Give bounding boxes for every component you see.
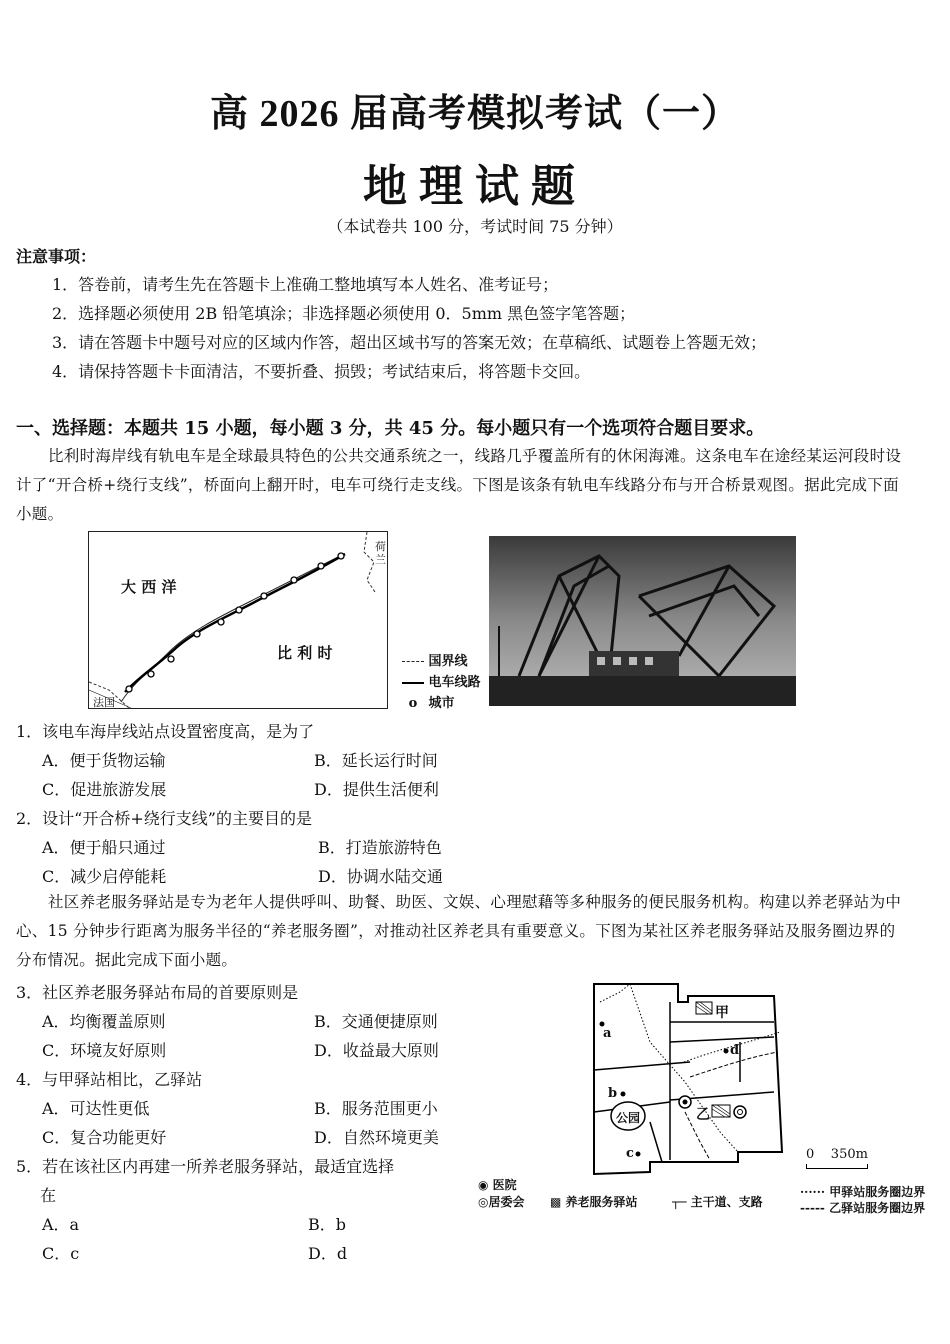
notice-heading: 注意事项： bbox=[16, 247, 97, 266]
legend-station: ▩ 养老服务驿站 bbox=[550, 1195, 638, 1209]
q3-option-a[interactable]: A．均衡覆盖原则 bbox=[42, 1012, 166, 1031]
point-c: c bbox=[626, 1146, 634, 1161]
park-label: 公园 bbox=[616, 1111, 641, 1125]
q3-option-c[interactable]: C．环境友好原则 bbox=[42, 1041, 167, 1060]
station-jia-label: 甲 bbox=[715, 1005, 729, 1021]
q2-option-c[interactable]: C．减少启停能耗 bbox=[42, 867, 167, 886]
question-5-cont: 在 bbox=[40, 1186, 57, 1205]
notice-item: 2．选择题必须使用 2B 铅笔填涂；非选择题必须使用 0．5mm 黑色签字笔答题； bbox=[52, 304, 636, 323]
legend-committee-label: 居委会 bbox=[488, 1195, 525, 1209]
legend-station-label: 养老服务驿站 bbox=[565, 1195, 638, 1209]
map2-scale: 0 350m bbox=[806, 1147, 868, 1162]
q5-option-b[interactable]: B．b bbox=[308, 1215, 347, 1234]
q3-option-b[interactable]: B．交通便捷原则 bbox=[314, 1012, 438, 1031]
passage-2: 社区养老服务驿站是专为老年人提供呼叫、助餐、助医、文娱、心理慰藉等多种服务的便民服务机构。构建以养老驿站为中心、15 分钟步行距离为服务半径的“养老服务圈”，对推动社区养老具有重要意义。下图为某社区养老服务驿站及服务圈边界的分布情况。据此完成下面小题。 bbox=[16, 893, 902, 969]
exam-note: （本试卷共 100 分，考试时间 75 分钟） bbox=[327, 217, 623, 236]
legend-roads: ┬─ 主干道、支路 bbox=[672, 1195, 763, 1209]
q2-option-b[interactable]: B．打造旅游特色 bbox=[318, 838, 442, 857]
legend-tram-label: 电车线路 bbox=[428, 675, 481, 690]
q4-option-b[interactable]: B．服务范围更小 bbox=[314, 1099, 438, 1118]
q1-option-a[interactable]: A．便于货物运输 bbox=[42, 751, 166, 770]
tram-map bbox=[88, 531, 388, 709]
point-b: b bbox=[608, 1086, 618, 1101]
notice-item: 1．答卷前，请考生先在答题卡上准确工整地填写本人姓名、准考证号； bbox=[52, 275, 559, 294]
q4-option-c[interactable]: C．复合功能更好 bbox=[42, 1128, 167, 1147]
q2-option-d[interactable]: D．协调水陆交通 bbox=[318, 867, 443, 886]
question-2: 2．设计“开合桥+绕行支线”的主要目的是 bbox=[16, 809, 312, 828]
bascule-bridge-photo bbox=[489, 536, 796, 706]
community-map bbox=[590, 982, 800, 1177]
notice-item: 3．请在答题卡中题号对应的区域内作答，超出区域书写的答案无效；在草稿纸、试题卷上答题无效； bbox=[52, 333, 767, 352]
point-d: d bbox=[730, 1043, 740, 1058]
q1-option-d[interactable]: D．提供生活便利 bbox=[314, 780, 439, 799]
q5-option-d[interactable]: D．d bbox=[308, 1244, 348, 1263]
legend-committee: ◎居委会 bbox=[478, 1195, 525, 1209]
community-map-svg bbox=[590, 982, 800, 1177]
legend-yi-boundary: ----- 乙驿站服务圈边界 bbox=[800, 1201, 926, 1215]
france-label: 法国 bbox=[93, 696, 115, 709]
q2-option-a[interactable]: A．便于船只通过 bbox=[42, 838, 166, 857]
point-a: a bbox=[603, 1026, 612, 1041]
passage-1: 比利时海岸线有轨电车是全球最具特色的公共交通系统之一，线路几乎覆盖所有的休闲海滩。这条电车在途经某运河段时设计了“开合桥+绕行支线”，桥面向上翻开时，电车可绕行走支线。下图是该条有轨电车线路分布与开合桥景观图。据此完成下面小题。 bbox=[16, 447, 902, 523]
q1-option-c[interactable]: C．促进旅游发展 bbox=[42, 780, 167, 799]
tram-map-svg bbox=[89, 532, 387, 708]
station-yi-label: 乙 bbox=[696, 1107, 710, 1123]
q1-option-b[interactable]: B．延长运行时间 bbox=[314, 751, 438, 770]
legend-hospital-label: 医院 bbox=[492, 1178, 517, 1192]
legend-tram bbox=[402, 671, 481, 690]
question-1: 1．该电车海岸线站点设置密度高，是为了 bbox=[16, 722, 315, 741]
q4-option-a[interactable]: A．可达性更低 bbox=[42, 1099, 150, 1118]
legend-border bbox=[402, 650, 468, 669]
subject-title: 地理试题 bbox=[363, 161, 587, 212]
legend-city-label: 城市 bbox=[428, 696, 455, 711]
q5-option-a[interactable]: A．a bbox=[42, 1215, 80, 1234]
notice-item: 4．请保持答题卡卡面清洁，不要折叠、损毁；考试结束后，将答题卡交回。 bbox=[52, 362, 591, 381]
q3-option-d[interactable]: D．收益最大原则 bbox=[314, 1041, 439, 1060]
question-4: 4．与甲驿站相比，乙驿站 bbox=[16, 1070, 203, 1089]
question-5: 5．若在该社区内再建一所养老服务驿站，最适宜选择 bbox=[16, 1157, 395, 1176]
legend-roads-label: 主干道、支路 bbox=[690, 1195, 763, 1209]
section-heading: 一、选择题：本题共 15 小题，每小题 3 分，共 45 分。每小题只有一个选项符合题目要求。 bbox=[16, 418, 765, 439]
sea-label: 大 西 洋 bbox=[121, 578, 177, 596]
legend-yi-boundary-label: 乙驿站服务圈边界 bbox=[829, 1201, 926, 1215]
legend-city: o 城市 bbox=[408, 696, 455, 711]
belgium-label: 比 利 时 bbox=[277, 644, 333, 662]
q5-option-c[interactable]: C．c bbox=[42, 1244, 80, 1263]
legend-jia-boundary: ······ 甲驿站服务圈边界 bbox=[800, 1185, 926, 1199]
scale-bar bbox=[806, 1164, 868, 1169]
legend-jia-boundary-label: 甲驿站服务圈边界 bbox=[829, 1185, 926, 1199]
q4-option-d[interactable]: D．自然环境更美 bbox=[314, 1128, 439, 1147]
legend-border-label: 国界线 bbox=[428, 654, 468, 669]
legend-hospital: ◉ 医院 bbox=[478, 1178, 517, 1192]
netherlands-label: 荷兰 bbox=[375, 540, 386, 566]
question-3: 3．社区养老服务驿站布局的首要原则是 bbox=[16, 983, 299, 1002]
exam-title: 高 2026 届高考模拟考试（一） bbox=[209, 93, 740, 135]
